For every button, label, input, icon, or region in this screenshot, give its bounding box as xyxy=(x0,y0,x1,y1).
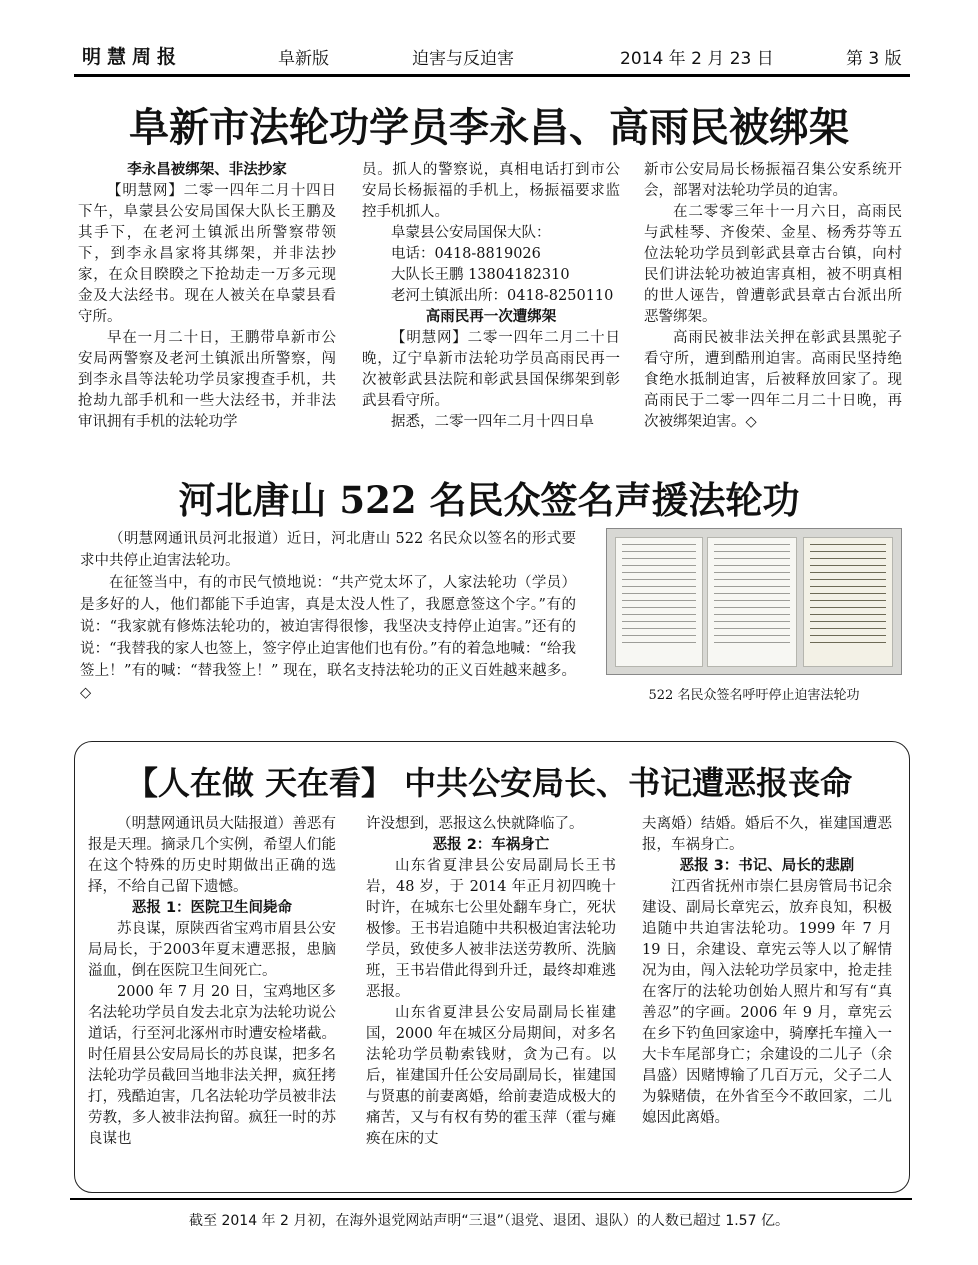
article3-paragraph: 夫离婚）结婚。婚后不久，崔建国遭恶报，车祸身亡。 xyxy=(642,816,892,853)
issue-date: 2014 年 2 月 23 日 xyxy=(620,49,774,69)
masthead-rule xyxy=(74,74,910,77)
article2-body xyxy=(80,528,576,704)
article3-subhead-1: 恶报 1：医院卫生间毙命 xyxy=(131,900,293,916)
article1-col3 xyxy=(644,160,902,433)
article1-col2 xyxy=(362,160,620,433)
contact-title: 阜蒙县公安局国保大队： xyxy=(391,225,551,241)
article3-paragraph: （明慧网通讯员大陆报道）善恶有报是天理。摘录几个实例，希望人们能在这个特殊的历史时期做出正确的选择，不给自己留下遗憾。 xyxy=(88,816,336,895)
petition-sheet-handwritten xyxy=(803,537,893,667)
edition-label: 阜新版 xyxy=(278,49,329,69)
contact-station: 老河土镇派出所：0418-8250110 xyxy=(391,288,614,304)
article3-paragraph: 苏良谋，原陕西省宝鸡市眉县公安局局长，于2003年夏末遭恶报，患脑溢血，倒在医院卫生间死亡。 xyxy=(88,921,336,979)
article3-subhead-3: 恶报 3：书记、局长的悲剧 xyxy=(679,858,855,874)
article1-title: 阜新市法轮功学员李永昌、高雨民被绑架 xyxy=(129,104,849,151)
article1-subhead-li: 李永昌被绑架、非法抄家 xyxy=(127,162,287,178)
footer-rule xyxy=(70,1198,912,1200)
contact-phone: 电话：0418-8819026 xyxy=(391,246,541,262)
photo-caption: 522 名民众签名呼吁停止迫害法轮功 xyxy=(648,688,860,703)
article2-paragraph: （明慧网通讯员河北报道）近日，河北唐山 522 名民众以签名的形式要求中共停止迫害法轮功。 xyxy=(80,531,576,569)
article3-paragraph: 许没想到，恶报这么快就降临了。 xyxy=(366,816,584,832)
article1-paragraph: 早在一月二十日，王鹏带阜新市公安局两警察及老河土镇派出所警察，闯到李永昌等法轮功学员家搜查手机，共抢劫九部手机和一些大法经书，并非法审讯拥有手机的法轮功学 xyxy=(78,330,336,430)
page-number: 第 3 版 xyxy=(846,49,902,69)
section-label: 迫害与反迫害 xyxy=(412,49,514,69)
article1-paragraph: 【明慧网】二零一四年二月十四日下午，阜蒙县公安局国保大队长王鹏及其手下，在老河土镇派出所警察带领下，到李永昌家将其绑架，并非法抄家，在众目睽睽之下抢劫走一万多元现金及大法经书。现在人被关在阜蒙县看守所。 xyxy=(78,183,336,325)
article1-paragraph: 新市公安局局长杨振福召集公安系统开会，部署对法轮功学员的迫害。 xyxy=(644,162,902,199)
masthead-brand: 明慧周报 xyxy=(82,46,183,68)
contact-chief: 大队长王鹏 13804182310 xyxy=(391,267,570,283)
article3-paragraph: 山东省夏津县公安局副局长崔建国，2000 年在城区分局期间，对多名法轮功学员勒索钱财，贪为己有。以后，崔建国升任公安局副局长，崔建国与贤惠的前妻离婚，给前妻造成极大的痛苦，又与有权有势的霍玉萍（霍与瘫痪在床的丈 xyxy=(366,1005,616,1147)
article3-col1 xyxy=(88,814,336,1150)
article2-title: 河北唐山 522 名民众签名声援法轮功 xyxy=(178,478,800,522)
article3-paragraph: 江西省抚州市崇仁县房管局书记余建设、副局长章宪云，放弃良知，积极追随中共迫害法轮功。1999 年 7 月 19 日，余建设、章宪云等人以了解情况为由，闯入法轮功学员家中，抢走挂在客厅的法轮功创始人照片和写有“真善忍”的字画。2006 年 9 月，章宪云在乡下钓鱼回家途中，骑摩托车撞入一大卡车尾部身亡；余建设的二儿子（余昌盛）因赌博输了几百万元，父子二人为躲赌债，在外省至今不敢回家，二儿媳因此离婚。 xyxy=(642,879,892,1126)
petition-sheet xyxy=(615,537,703,667)
article3-paragraph: 2000 年 7 月 20 日，宝鸡地区多名法轮功学员自发去北京为法轮功说公道话，行至河北涿州市时遭安检堵截。时任眉县公安局局长的苏良谋，把多名法轮功学员截回当地非法关押，疯狂拷打，残酷迫害，几名法轮功学员被非法劳教，多人被非法拘留。疯狂一时的苏良谋也 xyxy=(88,984,336,1147)
article3-col2 xyxy=(366,814,616,1150)
article1-col1 xyxy=(78,160,336,433)
article1-subhead-gao: 高雨民再一次遭绑架 xyxy=(425,309,557,325)
petition-sheet xyxy=(707,537,797,667)
article3-title: 【人在做 天在看】 中共公安局长、书记遭恶报丧命 xyxy=(125,764,853,802)
article3-col3 xyxy=(642,814,892,1129)
signature-petition-photo xyxy=(606,528,902,675)
article1-paragraph: 员。抓人的警察说，真相电话打到市公安局长杨振福的手机上，杨振福要求监控手机抓人。 xyxy=(362,162,620,220)
footer-statement: 截至 2014 年 2 月初，在海外退党网站声明“三退”（退党、退团、退队）的人数已超过 1.57 亿。 xyxy=(189,1213,789,1229)
article1-paragraph: 在二零零三年十一月六日，高雨民与武桂琴、齐俊荣、金星、杨秀芬等五位法轮功学员到彰武县章古台镇，向村民们讲法轮功被迫害真相，被不明真相的世人诬告，曾遭彰武县章古台派出所恶警绑架。 xyxy=(644,204,902,325)
article2-paragraph: 在征签当中，有的市民气愤地说：“共产党太坏了，人家法轮功（学员）是多好的人，他们都能下手迫害，真是太没人性了，我愿意签这个字。”有的说：“我家就有修炼法轮功的，被迫害得很惨，我坚决支持停止迫害。”还有的说：“我替我的家人也签上，签字停止迫害他们也有份。”有的着急地喊：“给我签上！”有的喊：“替我签上！” 现在，联名支持法轮功的正义百姓越来越多。◇ xyxy=(80,575,576,701)
article1-paragraph: 【明慧网】二零一四年二月二十日晚，辽宁阜新市法轮功学员高雨民再一次被彰武县法院和彰武县国保绑架到彰武县看守所。 xyxy=(362,330,620,409)
article1-paragraph: 据悉，二零一四年二月十四日阜 xyxy=(391,414,594,430)
article3-subhead-2: 恶报 2：车祸身亡 xyxy=(432,837,550,853)
article1-paragraph: 高雨民被非法关押在彰武县黑驼子看守所，遭到酷刑迫害。高雨民坚持绝食绝水抵制迫害，后被释放回家了。现高雨民于二零一四年二月二十日晚，再次被绑架迫害。◇ xyxy=(644,330,902,430)
article3-paragraph: 山东省夏津县公安局副局长王书岩，48 岁，于 2014 年正月初四晚十时许，在城东七公里处翻车身亡，死状极惨。王书岩追随中共积极迫害法轮功学员，致使多人被非法送劳教所、洗脑班，王书岩借此得到升迁，最终却难逃恶报。 xyxy=(366,858,616,1000)
